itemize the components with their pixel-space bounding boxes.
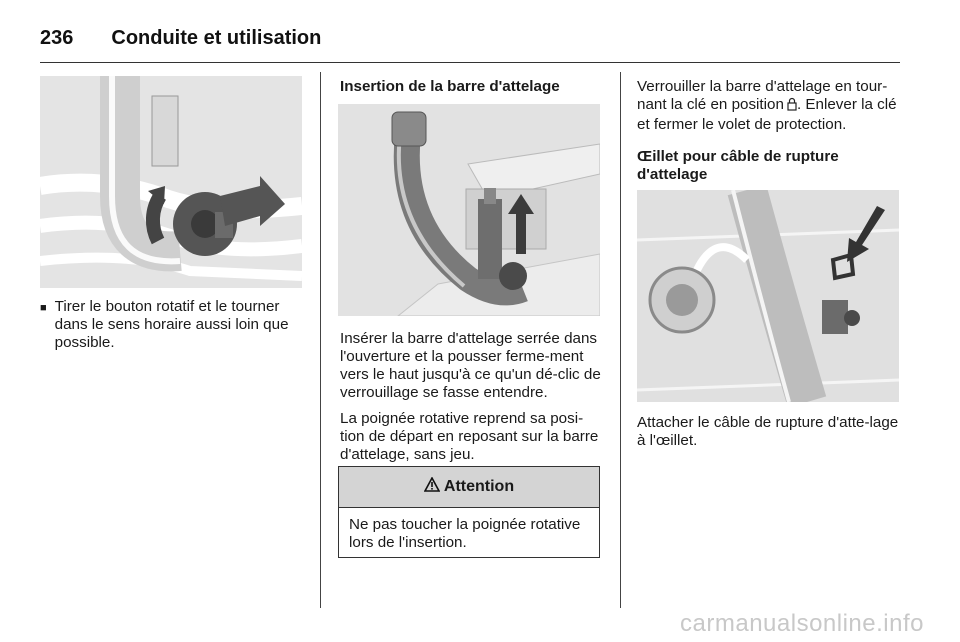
watermark: carmanualsonline.info [680,610,924,637]
caution-header [339,467,599,508]
insertion-paragraph-1: Insérer la barre d'attelage serrée dans l'ouverture et la pousser ferme-ment vers le haut jusqu'à ce qu'un dé-clic de verrouillage se fasse entendre. [340,330,601,401]
lock-paragraph [637,78,902,134]
bullet-text: Tirer le bouton rotatif et le tourner dans le sens horaire aussi loin que possible. [54,298,289,351]
breakaway-cable-eyelet-illustration [637,190,899,402]
col3-text-bottom [637,414,899,450]
col3-text-top [637,78,902,184]
caution-text: Ne pas toucher la poignée rotative lors de l'insertion. [349,516,581,551]
insertion-heading: Insertion de la barre d'attelage [340,78,560,95]
towbar-insertion-illustration [338,104,600,316]
column-divider-2 [620,72,621,608]
col2-text [340,330,602,464]
section-title: Conduite et utilisation [111,26,322,49]
header-divider [40,62,900,63]
bullet-marker: ■ [40,302,47,314]
insertion-paragraph-2: La poignée rotative reprend sa posi-tion de départ en reposant sur la barre d'attelage, sans jeu. [340,410,599,463]
warning-triangle-icon [424,477,440,497]
lock-text-after: . Enlever la clé et fermer le volet de protection. [637,96,897,133]
page-header [40,18,900,58]
caution-title: Attention [443,478,515,495]
eyelet-heading: Œillet pour câble de rupture d'attelage [637,148,839,183]
caution-box [338,466,600,558]
col1-text [40,298,305,352]
column-divider-1 [320,72,321,608]
lock-closed-icon [787,97,797,116]
page-number: 236 [40,26,74,49]
lock-text-before: Verrouiller la barre d'attelage en tour-nant la clé en position [637,78,888,113]
eyelet-paragraph: Attacher le câble de rupture d'atte-lage à l'œillet. [637,414,899,449]
rotary-knob-illustration [40,76,302,288]
instruction-bullet [40,298,305,352]
